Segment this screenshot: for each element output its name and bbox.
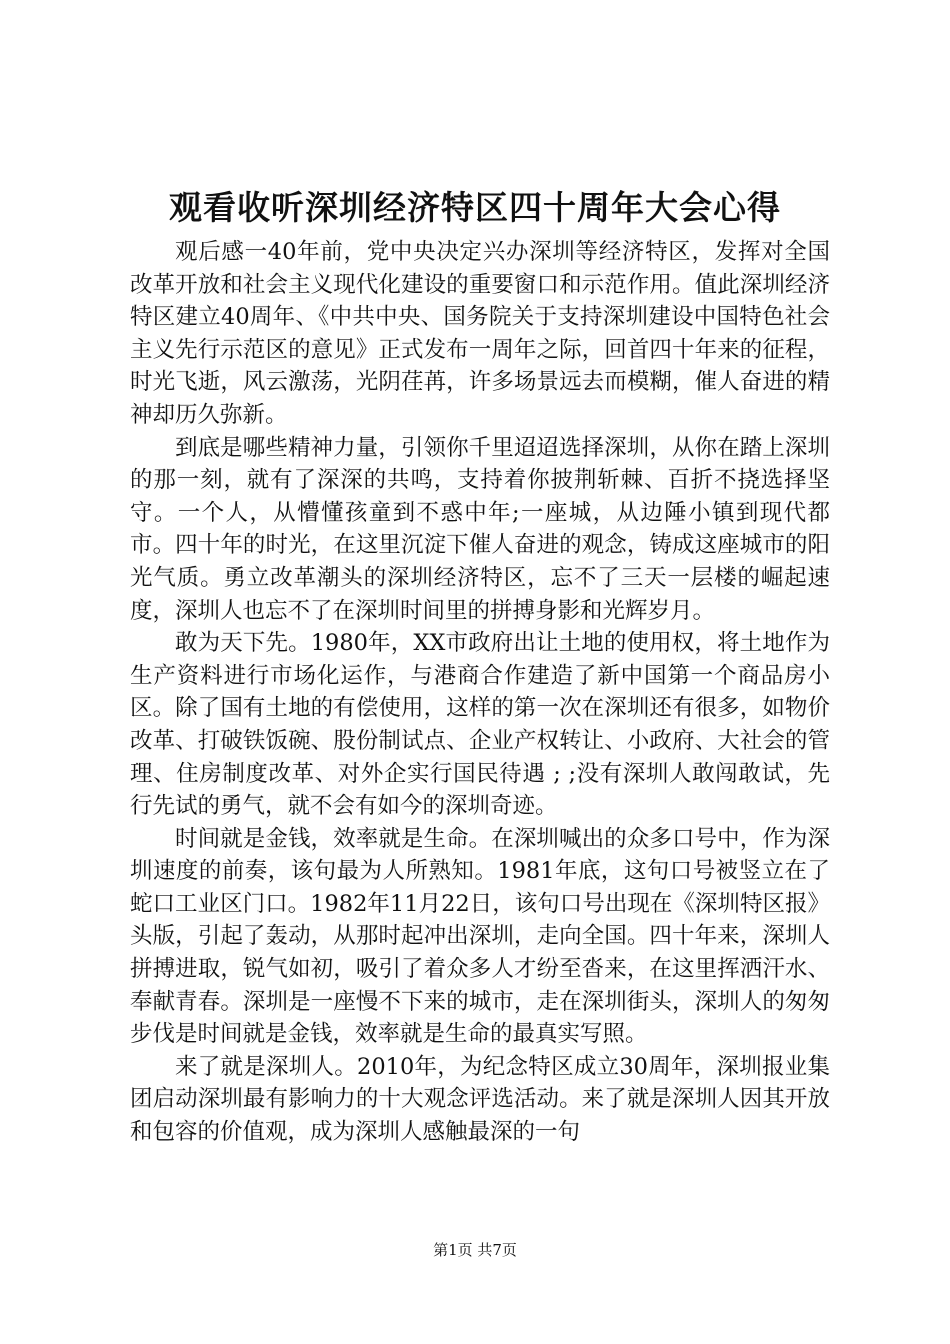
paragraph-4: 时间就是金钱，效率就是生命。在深圳喊出的众多口号中，作为深圳速度的前奏，该句最为人所熟知。1981年底，这句口号被竖立在了蛇口工业区门口。1982年11月22日，该句口号出现在《深圳特区报》头版，引起了轰动，从那时起冲出深圳，走向全国。四十年来，深圳人拼搏进取，锐气如初，吸引了着众多人才纷至沓来，在这里挥洒汗水、奉献青春。深圳是一座慢不下来的城市，走在深圳街头，深圳人的匆匆步伐是时间就是金钱，效率就是生命的最真实写照。: [130, 825, 830, 1048]
paragraph-2: 到底是哪些精神力量，引领你千里迢迢选择深圳，从你在踏上深圳的那一刻，就有了深深的共鸣，支持着你披荆斩棘、百折不挠选择坚守。一个人，从懵懂孩童到不惑中年;一座城，从边陲小镇到现代都市。四十年的时光，在这里沉淀下催人奋进的观念，铸成这座城市的阳光气质。勇立改革潮头的深圳经济特区，忘不了三天一层楼的崛起速度，深圳人也忘不了在深圳时间里的拼搏身影和光辉岁月。: [130, 434, 830, 624]
paragraph-5: 来了就是深圳人。2010年，为纪念特区成立30周年，深圳报业集团启动深圳最有影响力的十大观念评选活动。来了就是深圳人因其开放和包容的价值观，成为深圳人感触最深的一句: [130, 1053, 830, 1146]
page-footer: 第1页 共7页: [433, 1241, 517, 1259]
paragraph-3: 敢为天下先。1980年，XX市政府出让土地的使用权，将土地作为生产资料进行市场化运作，与港商合作建造了新中国第一个商品房小区。除了国有土地的有偿使用，这样的第一次在深圳还有很多，如物价改革、打破铁饭碗、股份制试点、企业产权转让、小政府、大社会的管理、住房制度改革、对外企实行国民待遇 ; ;没有深圳人敢闯敢试，先行先试的勇气，就不会有如今的深圳奇迹。: [130, 630, 830, 820]
document-body: [130, 236, 830, 1149]
paragraph-1: 观后感一40年前，党中央决定兴办深圳等经济特区，发挥对全国改革开放和社会主义现代化建设的重要窗口和示范作用。值此深圳经济特区建立40周年、《中共中央、国务院关于支持深圳建设中国特色社会主义先行示范区的意见》正式发布一周年之际，回首四十年来的征程，时光飞逝，风云激荡，光阴荏苒，许多场景远去而模糊，催人奋进的精神却历久弥新。: [130, 239, 830, 428]
page-title: 观看收听深圳经济特区四十周年大会心得: [169, 188, 781, 227]
